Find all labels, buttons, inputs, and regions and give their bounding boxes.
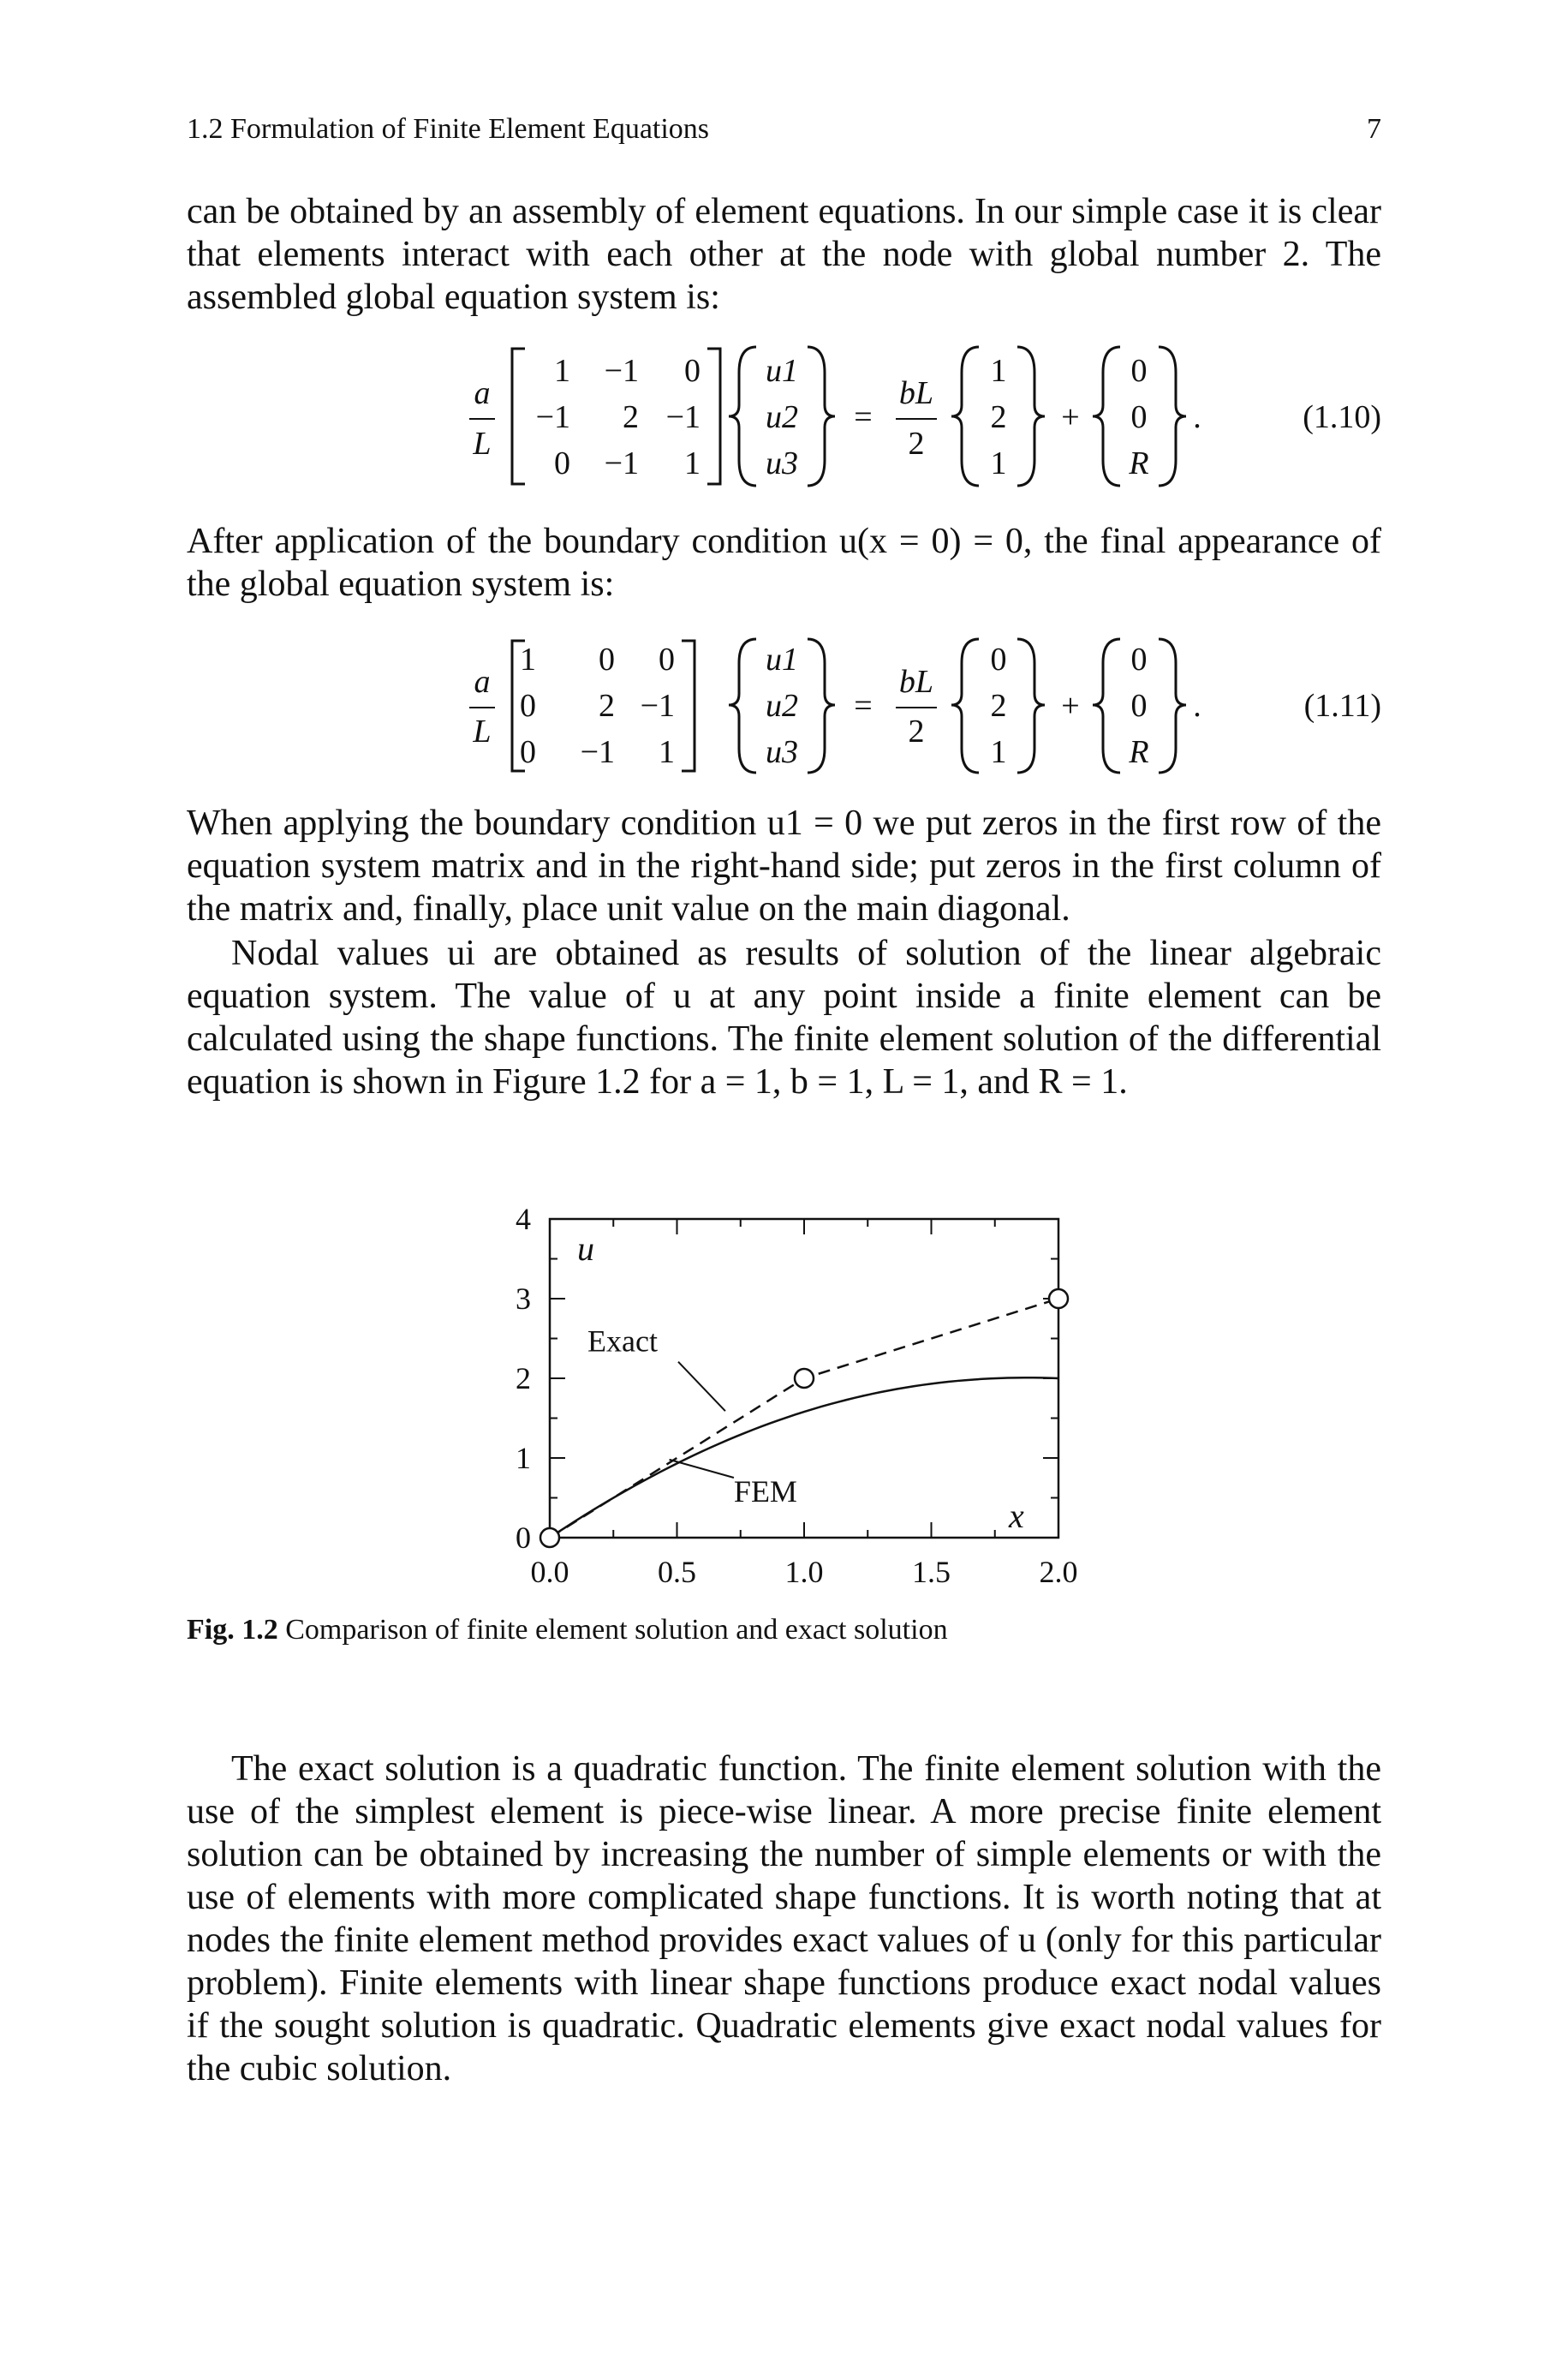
eq1-m21: −1 bbox=[604, 445, 639, 481]
paragraph-2: After application of the boundary condition u(x = 0) = 0, the final appearance of the global equation system is: bbox=[187, 522, 1381, 604]
eq2-u3: u3 bbox=[766, 734, 798, 770]
eq1-right-bracket bbox=[707, 349, 720, 484]
page-header bbox=[187, 113, 1381, 154]
eq1-m01: −1 bbox=[604, 353, 639, 389]
eq2-load-1: 0 bbox=[990, 642, 1007, 678]
eq1-left-bracket bbox=[512, 349, 525, 484]
eq2-m10: 0 bbox=[520, 688, 536, 724]
eq2-u1: u1 bbox=[766, 642, 798, 678]
y-tick-label: 0 bbox=[516, 1521, 531, 1555]
eq1-coef-den: L bbox=[473, 426, 492, 462]
eq2-m00: 1 bbox=[520, 642, 536, 678]
annotation-fem: FEM bbox=[733, 1474, 797, 1509]
annotation-exact: Exact bbox=[587, 1323, 658, 1359]
eq1-equals: = bbox=[854, 399, 873, 435]
eq2-plus: + bbox=[1061, 688, 1080, 724]
eq1-m02: 0 bbox=[684, 353, 701, 389]
x-tick-label: 0.0 bbox=[530, 1555, 569, 1589]
eq1-m12: −1 bbox=[665, 399, 701, 435]
paragraph-5: The exact solution is a quadratic function. The finite element solution with the use of the simplest element is piece-wise linear. A more precise finite element solution can be obtained by increasing the number of simple elements or with the use of elements with more complicated shape functions. It is worth noting that at nodes the finite element method provides exact values of u (only for this particular problem). Finite elements with linear shape functions produce exact nodal values if the sought solution is quadratic. Quadratic elements give exact nodal values for the cubic solution. bbox=[187, 1749, 1381, 2088]
paragraph-4: Nodal values ui are obtained as results of solution of the linear algebraic equation system. The value of u at any point inside a finite element can be calculated using the shape functions. The finite element solution of the differential equation is shown in Figure 1.2 for a = 1, b = 1, L = 1, and R = 1. bbox=[187, 934, 1381, 1102]
equation-1-10 bbox=[187, 338, 1381, 497]
eq1-u2: u2 bbox=[766, 399, 798, 435]
eq2-bc-1: 0 bbox=[1130, 642, 1148, 678]
eq1-unknowns-left-brace bbox=[729, 347, 756, 486]
caption-text: Comparison of finite element solution and exact solution bbox=[285, 1614, 948, 1646]
eq2-m21: −1 bbox=[580, 734, 615, 770]
eq1-coef-num: a bbox=[474, 375, 491, 411]
eq2-m02: 0 bbox=[659, 642, 675, 678]
eq1-m22: 1 bbox=[684, 445, 701, 481]
eq2-load-3: 1 bbox=[990, 734, 1007, 770]
eq1-bc-2: 0 bbox=[1130, 399, 1148, 435]
eq2-rhs-num: bL bbox=[898, 664, 934, 700]
series-exact bbox=[550, 1377, 1058, 1538]
eq2-right-bracket bbox=[682, 641, 695, 771]
caption-label: Fig. 1.2 bbox=[187, 1614, 278, 1646]
running-title: 1.2 Formulation of Finite Element Equations bbox=[187, 113, 710, 145]
x-tick-label: 1.0 bbox=[784, 1555, 824, 1589]
x-tick-label: 2.0 bbox=[1039, 1555, 1078, 1589]
eq2-m22: 1 bbox=[659, 734, 675, 770]
eq2-u2: u2 bbox=[766, 688, 798, 724]
eq1-plus: + bbox=[1061, 399, 1080, 435]
page-number: 7 bbox=[1367, 113, 1381, 145]
equation-1-11 bbox=[187, 634, 1381, 780]
exact-leader-line bbox=[678, 1362, 725, 1411]
eq2-equals: = bbox=[854, 688, 873, 724]
eq1-number: (1.10) bbox=[1303, 399, 1381, 435]
eq2-bc-2: 0 bbox=[1130, 688, 1148, 724]
eq2-m11: 2 bbox=[599, 688, 615, 724]
eq1-period: . bbox=[1193, 399, 1201, 435]
eq2-m01: 0 bbox=[599, 642, 615, 678]
x-tick-label: 0.5 bbox=[658, 1555, 696, 1589]
eq2-rhs-den: 2 bbox=[908, 714, 925, 750]
eq1-load-1: 1 bbox=[990, 353, 1007, 389]
fem-leader-line bbox=[670, 1460, 734, 1478]
eq2-bc-3: R bbox=[1129, 734, 1149, 770]
figure-1-2-chart bbox=[480, 1195, 1096, 1606]
eq1-m20: 0 bbox=[554, 445, 570, 481]
eq2-load-2: 2 bbox=[990, 688, 1007, 724]
y-axis-label: u bbox=[577, 1229, 594, 1268]
eq1-rhs-den: 2 bbox=[908, 426, 925, 462]
eq1-u1: u1 bbox=[766, 353, 798, 389]
y-tick-label: 4 bbox=[516, 1202, 531, 1236]
eq1-m00: 1 bbox=[554, 353, 570, 389]
eq1-bc-1: 0 bbox=[1130, 353, 1148, 389]
eq2-period: . bbox=[1193, 688, 1201, 724]
y-tick-label: 3 bbox=[516, 1282, 531, 1316]
eq1-bc-3: R bbox=[1129, 445, 1149, 481]
eq1-load-2: 2 bbox=[990, 399, 1007, 435]
paragraph-3: When applying the boundary condition u1 = 0 we put zeros in the first row of the equation system matrix and in the right-hand side; put zeros in the first column of the matrix and, finally, place unit value on the main diagonal. bbox=[187, 804, 1381, 929]
eq2-coef-den: L bbox=[473, 714, 492, 750]
node-marker-2 bbox=[795, 1369, 814, 1388]
eq1-u3: u3 bbox=[766, 445, 798, 481]
figure-caption bbox=[187, 1614, 948, 1646]
eq2-m20: 0 bbox=[520, 734, 536, 770]
node-marker-1 bbox=[540, 1528, 559, 1547]
eq1-m10: −1 bbox=[535, 399, 570, 435]
eq2-coef-num: a bbox=[474, 664, 491, 700]
y-tick-label: 2 bbox=[516, 1361, 531, 1395]
node-marker-3 bbox=[1049, 1289, 1068, 1308]
eq1-m11: 2 bbox=[623, 399, 639, 435]
y-tick-label: 1 bbox=[516, 1441, 531, 1475]
eq1-unknowns-right-brace bbox=[808, 347, 835, 486]
equation-1-10-svg bbox=[187, 338, 1381, 497]
eq2-m12: −1 bbox=[640, 688, 675, 724]
eq1-rhs-num: bL bbox=[898, 375, 934, 411]
paragraph-1: can be obtained by an assembly of element equations. In our simple case it is clear that elements interact with each other at the node with global number 2. The assembled global equation system is: bbox=[187, 192, 1381, 317]
x-tick-label: 1.5 bbox=[912, 1555, 951, 1589]
eq2-number: (1.11) bbox=[1303, 688, 1381, 724]
x-axis-label: x bbox=[1009, 1497, 1024, 1535]
equation-1-11-svg bbox=[187, 634, 1381, 780]
eq1-load-3: 1 bbox=[990, 445, 1007, 481]
